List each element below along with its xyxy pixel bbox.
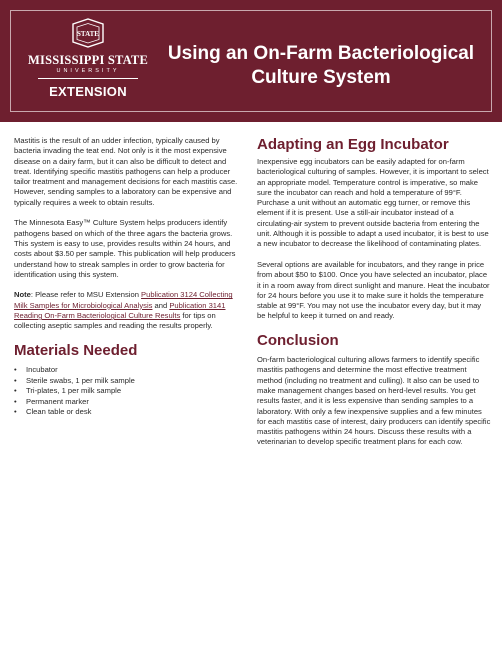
note-text-2: and [152,300,170,310]
page-title [160,42,482,90]
publication-3124-link[interactable]: Publication 3124 Collecting Milk Samples for Microbiological Analysis [14,290,233,310]
note-label: Note [14,290,31,300]
incubator-heading: Adapting an Egg Incubator [257,136,449,153]
logo-name: MISSISSIPPI STATE [28,53,148,67]
state-seal-icon [69,18,107,48]
incubator-paragraph-1: Inexpensive egg incubators can be easily adapted for on-farm bacteriological culturing of samples. However, it is important to select an appropriate model. Temperature control is imperative, so make sure the incubator can reach and hold a temperature of 99°F. Purchase a unit without an automatic egg turner, or remove this element if it is present. Use a still-air incubator instead of a circulating-air system to prevent outside bacteria from entering the unit. Although it is possible to adapt a used incubator, it is best to use a new incubator to decrease the likelihood of contaminating plates. [257,157,489,249]
title-line-1: Using an On-Farm Bacteriological [167,43,475,64]
header-banner [0,0,502,122]
logo-university: UNIVERSITY [56,68,120,74]
right-column [257,136,491,458]
incubator-paragraph-2: Several options are available for incubators, and they range in price from about $50 to $100. Once you have selected an incubator, place it in a room away from direct sunlight and manure. Heat the incubator for 24 hours before you use it to make sure it holds the temperature stable at 99°F. You may not use the incubator every day, but it may be helpful to keep it turned on and ready. [257,259,490,321]
list-item: • Permanent marker [14,397,242,408]
logo-extension: EXTENSION [49,84,127,99]
conclusion-heading: Conclusion [257,332,339,350]
materials-heading: Materials Needed [14,341,138,359]
intro-paragraph-1: Mastitis is the result of an udder infection, typically caused by bacteria invading the teat end. Not only is it the most expensive disease on a dairy farm, but it can also be difficult to detect and treat. Identifying specific mastitis pathogens can help a producer tailor treatment and management decisions for each mastitis case. However, sending samples to a laboratory can be expensive and typically requires a week to obtain results. [14,136,238,207]
left-column [14,136,242,418]
note-text-1: : Please refer to MSU Extension [30,290,142,300]
logo-mark-text: STATE [77,30,99,38]
list-item: • Tri-plates, 1 per milk sample [14,386,242,397]
title-line-2: Culture System [251,67,391,88]
list-item: • Incubator [14,365,242,376]
msu-extension-logo [24,18,152,106]
list-item: • Clean table or desk [14,407,242,418]
list-item: • Sterile swabs, 1 per milk sample [14,376,242,387]
note-paragraph [14,290,242,331]
materials-list [14,365,242,418]
intro-paragraph-2: The Minnesota Easy™ Culture System helps producers identify pathogens based on which of the three agars the bacteria grows. This system is easy to use, provides results within 24 hours, and costs about $3.50 per sample. This publication will help producers understand how to streak samples in order to grow bacteria for identification using this system. [14,218,236,279]
note-text-3: for tips on collecting aseptic samples and reading the results properly. [14,311,216,331]
logo-divider [38,78,138,79]
conclusion-paragraph: On-farm bacteriological culturing allows farmers to identify specific mastitis pathogens and determine the most effective treatment method (including no treatment and culling). It also can be used to make management changes based on herd-level results. You get results faster, and it is less expensive than sending samples to a laboratory. With only a few inexpensive supplies and a few minutes for each mastitis case of interest, dairy producers can identify specific mastitis pathogens within 24 hours. Discuss these results with a veterinarian to develop specific treatment plans for each cow. [257,355,491,447]
publication-3141-link[interactable]: Publication 3141 Reading On-Farm Bacteriological Culture Results [14,300,226,321]
